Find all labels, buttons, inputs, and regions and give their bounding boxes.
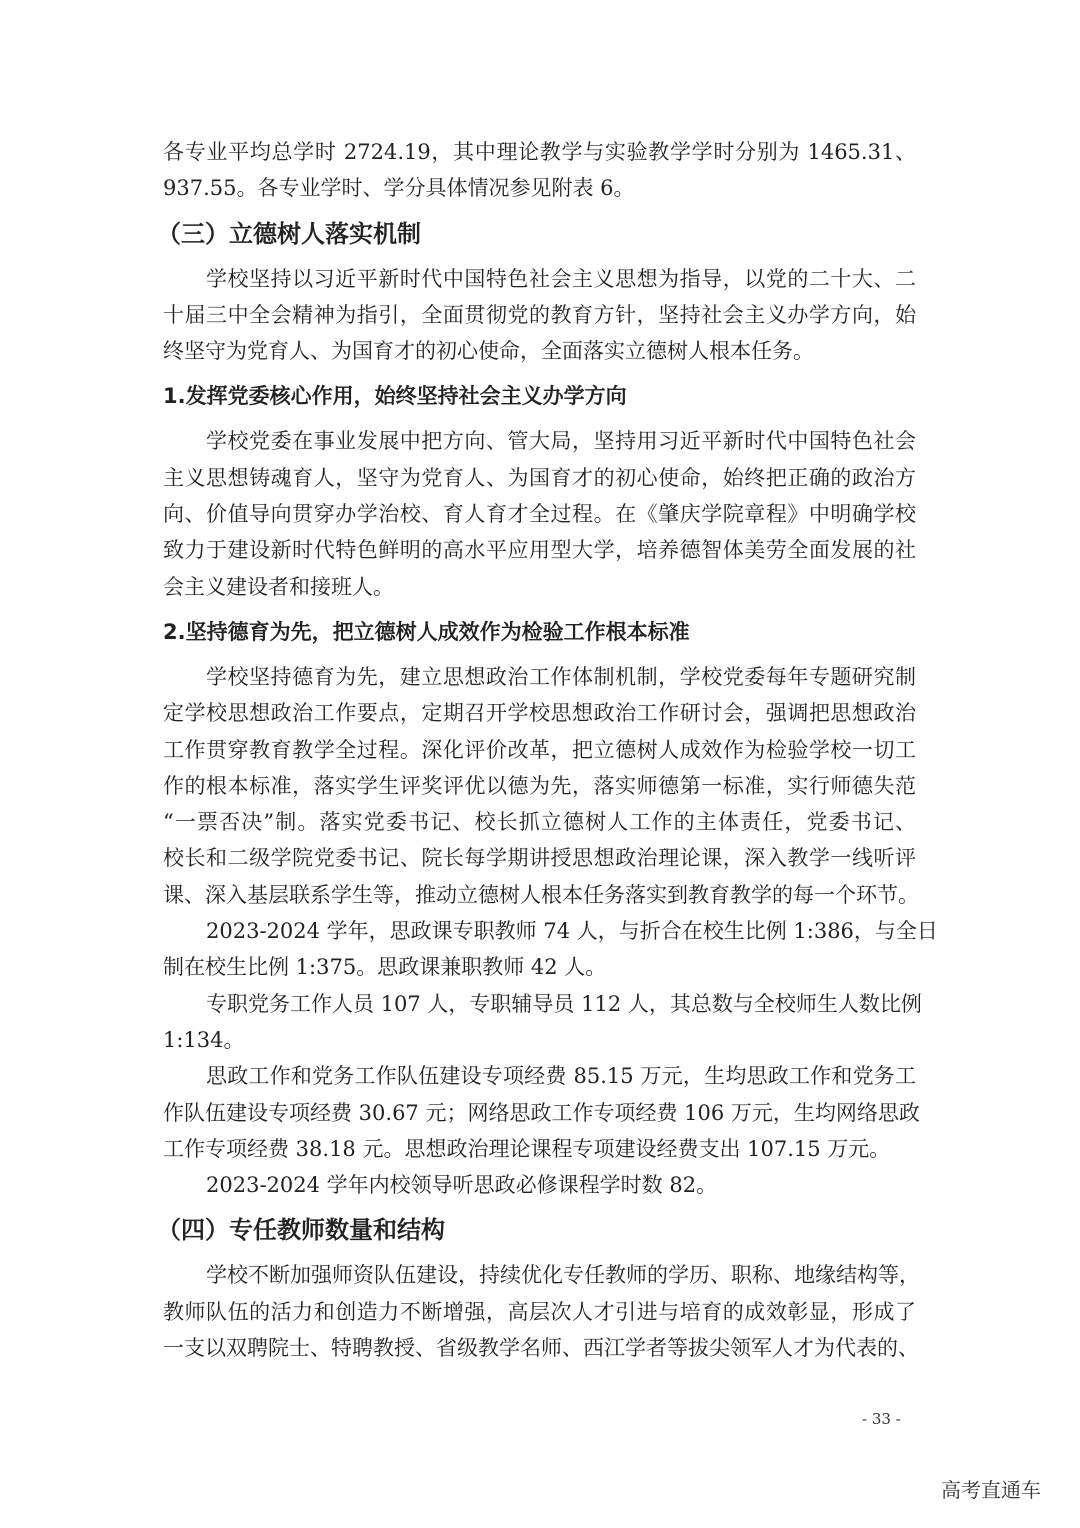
text-line: 定学校思想政治工作要点，定期召开学校思想政治工作研讨会，强调把思想政治 [163, 701, 916, 726]
paragraph [163, 1257, 920, 1366]
text-line: 教师队伍的活力和创造力不断增强，高层次人才引进与培育的成效彰显，形成了 [163, 1299, 916, 1324]
paragraph [163, 986, 922, 1059]
text-line: 一支以双聘院士、特聘教授、省级教学名师、西江学者等拔尖领军人才为代表的、 [163, 1336, 919, 1361]
text-line: 学校党委在事业发展中把方向、管大局，坚持用习近平新时代中国特色社会 [206, 429, 916, 454]
page-number: - 33 - [862, 1410, 901, 1428]
text-line: 2023-2024 学年，思政课专职教师 74 人，与折合在校生比例 1:386，与全日 [206, 919, 938, 944]
subsection-heading: 1.发挥党委核心作用，始终坚持社会主义办学方向 [163, 384, 627, 409]
document-page [157, 134, 938, 1366]
text-line: 各专业平均总学时 2724.19，其中理论教学与实验教学学时分别为 1465.31、 [163, 140, 916, 164]
text-line: 工作贯穿教育教学全过程。深化评价改革，把立德树人成效作为检验学校一切工 [163, 737, 916, 762]
text-line: 学校不断加强师资队伍建设，持续优化专任教师的学历、职称、地缘结构等， [206, 1263, 920, 1288]
text-line: 作的根本标准，落实学生评奖评优以德为先，落实师德第一标准，实行师德失范 [163, 773, 916, 798]
text-line: 专职党务工作人员 107 人，专职辅导员 112 人，其总数与全校师生人数比例 [206, 991, 922, 1016]
text-line: 937.55。各专业学时、学分具体情况参见附表 6。 [163, 176, 635, 201]
paragraph [163, 423, 916, 604]
text-line: 十届三中全会精神为指引，全面贯彻党的教育方针，坚持社会主义办学方向，始 [163, 302, 916, 327]
text-line: 学校坚持德育为先，建立思想政治工作体制机制，学校党委每年专题研究制 [206, 664, 916, 689]
text-line: 1:134。 [163, 1027, 245, 1052]
paragraph [163, 134, 916, 207]
text-line: 2023-2024 学年内校领导听思政必修课程学时数 82。 [206, 1173, 718, 1198]
text-line: 思政工作和党务工作队伍建设专项经费 85.15 万元，生均思政工作和党务工 [206, 1064, 916, 1089]
paragraph [163, 261, 916, 370]
section-heading: （四）专任教师数量和结构 [157, 1216, 445, 1245]
text-line: 课、深入基层联系学生等，推动立德树人根本任务落实到教育教学的每一个环节。 [163, 882, 919, 907]
text-line: 工作专项经费 38.18 元。思想政治理论课程专项建设经费支出 107.15 万元。 [163, 1136, 891, 1161]
paragraph [163, 1167, 916, 1203]
text-line: “一票否决”制。落实党委书记、校长抓立德树人工作的主体责任，党委书记、 [163, 810, 916, 835]
paragraph [163, 1058, 920, 1167]
paragraph [163, 913, 938, 986]
text-line: 向、价值导向贯穿办学治校、育人育才全过程。在《肇庆学院章程》中明确学校 [163, 502, 916, 527]
text-line: 终坚守为党育人、为国育才的初心使命，全面落实立德树人根本任务。 [163, 339, 814, 364]
text-line: 主义思想铸魂育人，坚守为党育人、为国育才的初心使命，始终把正确的政治方 [163, 465, 916, 490]
text-line: 学校坚持以习近平新时代中国特色社会主义思想为指导，以党的二十大、二 [206, 266, 916, 291]
text-line: 会主义建设者和接班人。 [163, 574, 394, 599]
text-line: 校长和二级学院党委书记、院长每学期讲授思想政治理论课，深入教学一线听评 [163, 846, 916, 871]
text-line: 制在校生比例 1:375。思政课兼职教师 42 人。 [163, 955, 607, 980]
watermark: 高考直通车 [941, 1478, 1041, 1502]
paragraph [163, 659, 919, 913]
text-line: 作队伍建设专项经费 30.67 元；网络思政工作专项经费 106 万元，生均网络思政 [163, 1100, 920, 1125]
subsection-heading: 2.坚持德育为先，把立德树人成效作为检验工作根本标准 [163, 619, 690, 644]
section-heading: （三）立德树人落实机制 [157, 219, 421, 248]
text-line: 致力于建设新时代特色鲜明的高水平应用型大学，培养德智体美劳全面发展的社 [163, 538, 916, 563]
